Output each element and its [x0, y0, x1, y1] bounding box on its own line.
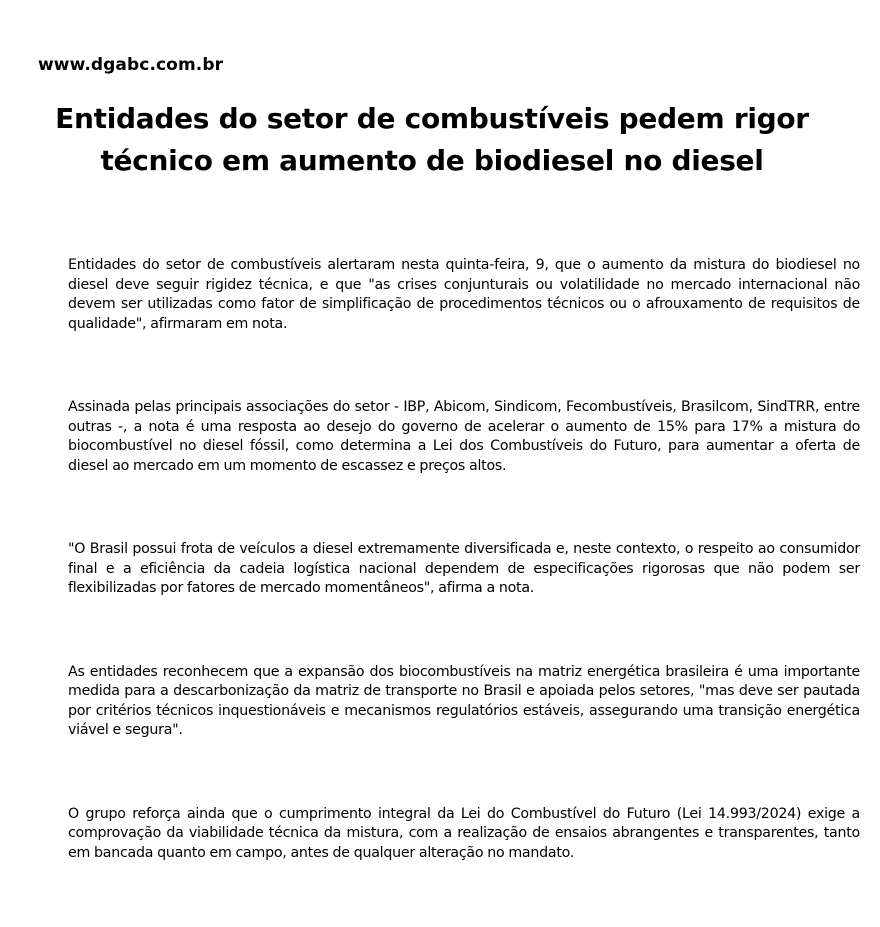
article-paragraph: Assinada pelas principais associações do setor - IBP, Abicom, Sindicom, Fecombustíveis, Brasilcom, SindTRR, entre outras -, a nota é uma resposta ao desejo do governo de acelerar o aumento de 15% para 17% a mistura do biocombustível no diesel fóssil, como determina a Lei dos Combustíveis do Futuro, para aumentar a oferta de diesel ao mercado em um momento de escassez e preços altos. [68, 399, 860, 474]
article-title: Entidades do setor de combustíveis pedem rigor técnico em aumento de biodiesel no diesel [55, 102, 809, 177]
article-paragraph: Entidades do setor de combustíveis alertaram nesta quinta-feira, 9, que o aumento da mistura do biodiesel no diesel deve seguir rigidez técnica, e que "as crises conjunturais ou volatilidade no mercado internacional não devem ser utilizadas como fator de simplificação de procedimentos técnicos ou o afrouxamento de requisitos de qualidade", afirmaram em nota. [68, 257, 860, 332]
article-paragraph: "O Brasil possui frota de veículos a diesel extremamente diversificada e, neste contexto, o respeito ao consumidor final e a eficiência da cadeia logística nacional dependem de especificações rigorosas que não podem ser flexibilizadas por fatores de mercado momentâneos", afirma a nota. [68, 541, 860, 596]
site-url: www.dgabc.com.br [38, 55, 224, 75]
article-paragraph: As entidades reconhecem que a expansão dos biocombustíveis na matriz energética brasileira é uma importante medida para a descarbonização da matriz de transporte no Brasil e apoiada pelos setores, "mas deve ser pautada por critérios técnicos inquestionáveis e mecanismos regulatórios estáveis, assegurando uma transição energética viável e segura". [68, 663, 860, 738]
article-paragraph: O grupo reforça ainda que o cumprimento integral da Lei do Combustível do Futuro (Lei 14.993/2024) exige a comprovação da viabilidade técnica da mistura, com a realização de ensaios abrangentes e transparentes, tanto em bancada quanto em campo, antes de qualquer alteração no mandato. [68, 805, 860, 861]
article-body [68, 256, 860, 927]
